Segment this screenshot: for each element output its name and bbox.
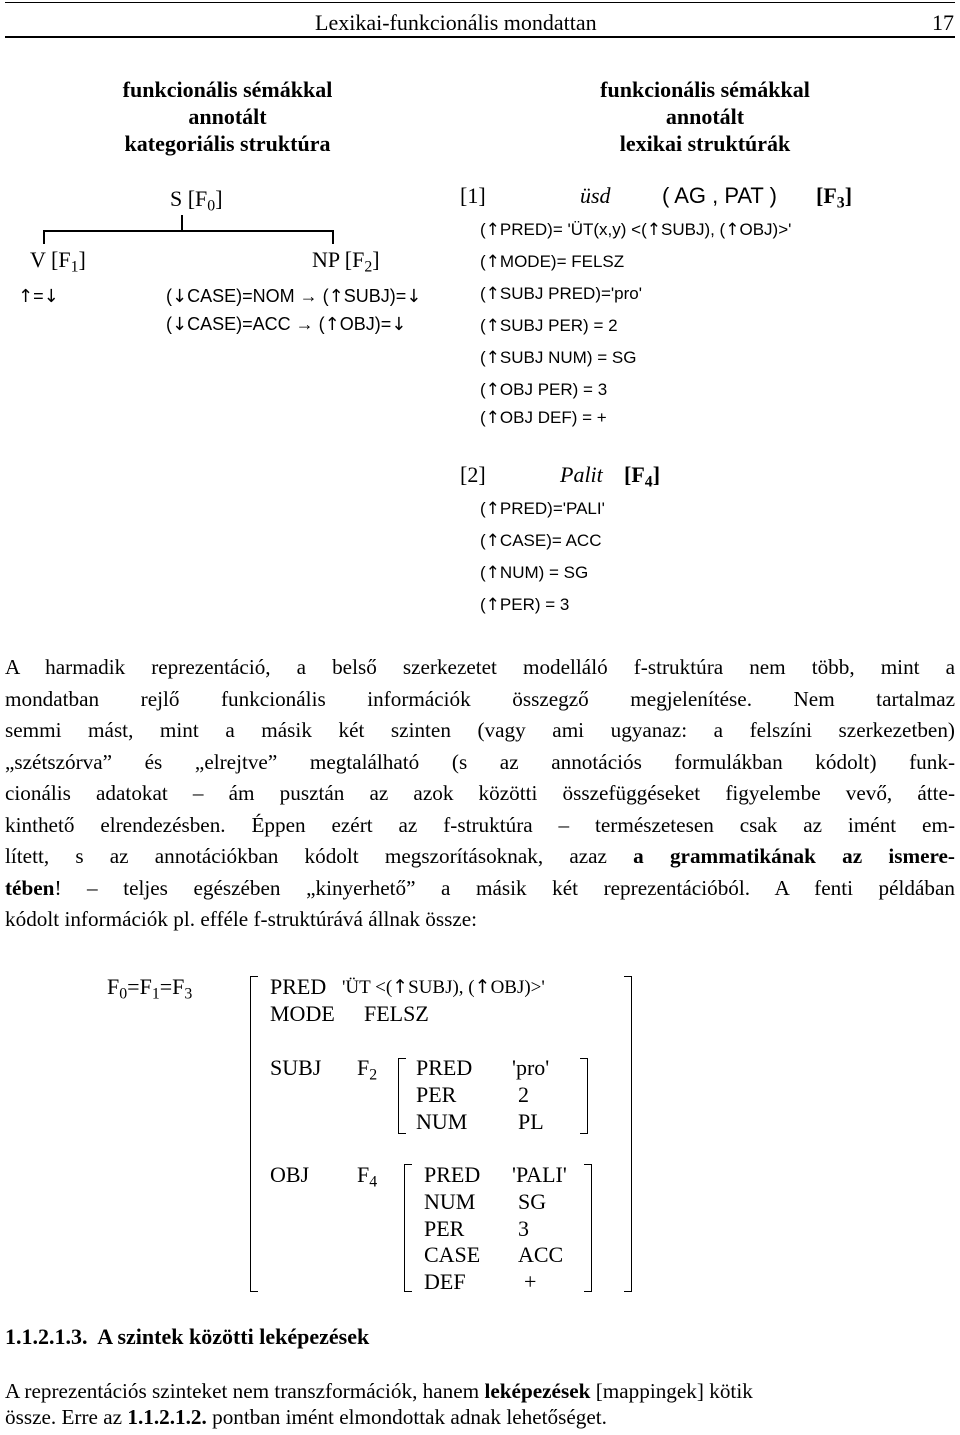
np-annotation-line-1: (↓CASE)=NOM → (↑SUBJ)=↓ xyxy=(166,286,422,307)
up-arrow-icon: ↑ xyxy=(328,286,344,307)
lex1-tag-close: ] xyxy=(844,183,853,208)
header-rule xyxy=(5,36,955,38)
paragraph-line-7-text: lített, s az annotációkban kódolt megszorításoknak, azaz xyxy=(5,844,607,868)
fstruct-outer-right-bracket xyxy=(624,976,632,1292)
fstruct-obj-f-sub: 4 xyxy=(369,1173,378,1191)
up-arrow-icon: ↑ xyxy=(485,563,500,583)
down-arrow-icon: ↓ xyxy=(391,314,407,335)
tree-v-sub: 1 xyxy=(70,258,79,276)
tree-np-close: ] xyxy=(372,247,380,272)
tree-branch-right-down xyxy=(332,230,334,244)
lex1-subj-pred: SUBJ PRED)='pro' xyxy=(499,284,642,303)
fstruct-subj-row-3-val: PL xyxy=(518,1109,544,1134)
lex1-line-2: (↑MODE)= FELSZ xyxy=(480,252,625,272)
up-arrow-icon: ↑ xyxy=(485,316,500,336)
np-annotation-case-acc: CASE)=ACC xyxy=(187,314,291,334)
left-heading-line-2: annotált xyxy=(188,104,267,129)
tree-v-close: ] xyxy=(78,247,86,272)
lex1-pred-subj: SUBJ), ( xyxy=(660,220,726,239)
fstruct-obj-row-1-attr: PRED xyxy=(424,1162,481,1187)
right-heading-line-2: annotált xyxy=(665,104,745,129)
final-line-1-b: [mappingek] kötik xyxy=(595,1379,753,1403)
v-annotation xyxy=(18,286,59,307)
fstruct-subj-row-2-attr: PER xyxy=(416,1082,457,1107)
final-line-1-a: A reprezentációs szinteket nem transzformációk, hanem xyxy=(5,1379,480,1403)
section-title: A szintek közötti leképezések xyxy=(97,1324,370,1349)
fstruct-obj-f-label: F xyxy=(357,1162,370,1187)
lex2-headline xyxy=(460,462,720,491)
tree-root-sub: 0 xyxy=(207,197,216,215)
tree-root-label: S [F xyxy=(170,186,208,211)
np-annotation-obj: OBJ)= xyxy=(339,314,392,334)
right-heading-line-3: lexikai struktúrák xyxy=(619,131,791,156)
fstruct-obj-row-5-val: + xyxy=(524,1269,537,1294)
tree-root-node xyxy=(170,186,223,215)
lex1-mode: MODE)= FELSZ xyxy=(499,252,625,271)
paragraph-line-1: A harmadik reprezentáció, a belső szerkezetet modelláló f-struktúra nem több, mint a xyxy=(5,655,955,679)
lex1-subj-per: SUBJ PER) = 2 xyxy=(499,316,618,335)
section-number: 1.1.2.1.3. xyxy=(5,1324,88,1349)
fstruct-label-sub-2: 3 xyxy=(184,985,193,1003)
right-heading-line-1: funkcionális sémákkal xyxy=(600,77,810,102)
lex1-line-7: (↑OBJ DEF) = + xyxy=(480,408,607,428)
tree-branch-horizontal xyxy=(43,230,333,232)
fstruct-label: $F_0=F_1=F_3$ xyxy=(107,974,193,1003)
lex2-num: NUM) = SG xyxy=(499,563,589,582)
lex1-subj-num: SUBJ NUM) = SG xyxy=(499,348,637,367)
fstruct-subj-f-label: F xyxy=(357,1055,370,1080)
up-arrow-icon: ↑ xyxy=(485,252,500,272)
implies-arrow-icon: → xyxy=(295,314,314,334)
down-arrow-icon: ↓ xyxy=(172,314,188,335)
lex1-index: [1] xyxy=(460,183,486,208)
up-arrow-icon: ↑ xyxy=(485,348,500,368)
fstruct-subj-row-3-attr: NUM xyxy=(416,1109,468,1134)
lex2-tag-f: [F xyxy=(624,462,645,487)
fstruct-pred-val-b: SUBJ), ( xyxy=(408,977,475,998)
lex1-line-6: (↑OBJ PER) = 3 xyxy=(480,380,608,400)
fstruct-obj-attr: OBJ xyxy=(270,1162,310,1187)
fstruct-obj-row-4-val: ACC xyxy=(518,1242,564,1267)
paragraph-line-8-text: ! – teljes egészében „kinyerhető” a másik két reprezentációból. A fenti példában xyxy=(54,875,955,900)
tree-branch-left-down xyxy=(43,230,45,244)
tree-root-close: ] xyxy=(215,186,223,211)
header-rule-top xyxy=(5,2,955,3)
fstruct-subj-row-1-attr: PRED xyxy=(416,1055,473,1080)
tree-v-label: V [F xyxy=(30,247,71,272)
fstruct-obj-row-4-attr: CASE xyxy=(424,1242,481,1267)
final-paragraph-line-1 xyxy=(5,1379,753,1404)
right-column-heading xyxy=(555,76,855,157)
fstruct-subj-row-1-val: 'pro' xyxy=(512,1055,550,1080)
fstruct-pred-value xyxy=(342,976,545,999)
lex2-index: [2] xyxy=(460,462,486,487)
up-arrow-icon: ↑ xyxy=(725,220,740,240)
up-arrow-icon: ↑ xyxy=(474,976,491,998)
paragraph-line-8 xyxy=(5,873,955,905)
up-arrow-icon: ↑ xyxy=(18,286,34,307)
fstruct-mode-attr: MODE xyxy=(270,1001,335,1026)
lex1-headline xyxy=(460,183,890,212)
tree-np-sub: 2 xyxy=(364,258,373,276)
lex1-obj-per: OBJ PER) = 3 xyxy=(499,380,608,399)
lex2-tag xyxy=(624,462,661,491)
np-annotation-case-nom: CASE)=NOM xyxy=(187,286,295,306)
lex2-word: Palit xyxy=(560,462,603,487)
fstruct-pred-val-a: 'ÜT <( xyxy=(342,977,393,998)
fstruct-subj-f-sub: 2 xyxy=(369,1066,378,1084)
np-annotation-line-2: (↓CASE)=ACC → (↑OBJ)=↓ xyxy=(166,314,407,335)
left-heading-line-1: funkcionális sémákkal xyxy=(122,77,333,102)
fstruct-label-f0: F xyxy=(107,974,120,999)
fstruct-label-sub-1: 1 xyxy=(151,985,160,1003)
implies-arrow-icon: → xyxy=(299,286,318,306)
np-annotation-subj: SUBJ)= xyxy=(343,286,407,306)
tree-branch-vertical xyxy=(181,215,183,231)
down-arrow-icon: ↓ xyxy=(172,286,188,307)
up-arrow-icon: ↑ xyxy=(485,595,500,615)
fstruct-subj-left-bracket xyxy=(398,1058,406,1134)
lex2-line-2: (↑CASE)= ACC xyxy=(480,531,602,551)
lex2-tag-sub: 4 xyxy=(644,473,653,491)
body-paragraph xyxy=(5,652,955,936)
tree-np-label: NP [F xyxy=(312,247,365,272)
lex1-line-5: (↑SUBJ NUM) = SG xyxy=(480,348,637,368)
fstruct-label-sub-0: 0 xyxy=(119,985,128,1003)
fstruct-pred-attr: PRED xyxy=(270,974,327,999)
fstruct-obj-right-bracket xyxy=(584,1164,592,1292)
lex2-per: PER) = 3 xyxy=(499,595,570,614)
fstruct-obj-row-2-val: SG xyxy=(518,1189,547,1214)
fstruct-obj-row-1-val: 'PALI' xyxy=(512,1162,567,1187)
fstruct-obj-row-2-attr: NUM xyxy=(424,1189,476,1214)
fstruct-obj-left-bracket xyxy=(404,1164,412,1292)
fstruct-subj-right-bracket xyxy=(580,1058,588,1134)
paragraph-bold-phrase: a grammatikának az ismere- xyxy=(633,844,955,868)
lex1-word: üsd xyxy=(580,183,611,208)
fstruct-pred-val-c: OBJ)>' xyxy=(490,977,545,998)
paragraph-bold-tail: tében xyxy=(5,875,55,900)
page-number: 17 xyxy=(932,10,954,35)
left-heading-line-3: kategoriális struktúra xyxy=(124,131,331,156)
v-annotation-eq: = xyxy=(33,286,44,306)
tree-v-node xyxy=(30,247,86,276)
paragraph-line-2: mondatban rejlő funkcionális információk összegző megjelenítése. Nem tartalmaz xyxy=(5,686,955,711)
paragraph-line-5: cionális adatokat – ám pusztán az azok közötti összefüggéseket figyelembe vevő, átte- xyxy=(5,781,955,805)
lex1-pred-obj: OBJ)>' xyxy=(739,220,792,239)
up-arrow-icon: ↑ xyxy=(485,220,500,240)
left-column-heading xyxy=(80,76,375,157)
lex1-line-1: (↑PRED)= 'ÜT(x,y) <(↑SUBJ), (↑OBJ)>' xyxy=(480,220,792,240)
lex2-tag-close: ] xyxy=(652,462,661,487)
lex2-line-4: (↑PER) = 3 xyxy=(480,595,570,615)
up-arrow-icon: ↑ xyxy=(485,531,500,551)
lex2-pred: PRED)='PALI' xyxy=(499,499,605,518)
lex1-args: ( AG , PAT ) xyxy=(662,183,777,208)
final-line-2-b: pontban imént elmondottak adnak lehetőséget. xyxy=(212,1405,607,1429)
fstruct-outer-left-bracket xyxy=(250,976,258,1292)
down-arrow-icon: ↓ xyxy=(43,286,59,307)
final-line-1-bold: leképezések xyxy=(484,1379,591,1403)
up-arrow-icon: ↑ xyxy=(485,499,500,519)
fstruct-mode-value: FELSZ xyxy=(364,1001,429,1026)
paragraph-line-6: kinthető elrendezésben. Éppen ezért az f-struktúra – természetesen csak az imént em- xyxy=(5,812,955,837)
lex1-line-3: (↑SUBJ PRED)='pro' xyxy=(480,284,642,304)
lex1-tag-sub: 3 xyxy=(836,194,845,212)
final-line-2-a: össze. Erre az xyxy=(5,1405,123,1429)
lex1-obj-def: OBJ DEF) = + xyxy=(499,408,607,427)
paragraph-line-3: semmi mást, mint a másik két szinten (vagy ami ugyanaz: a felszíni szerkezetben) xyxy=(5,718,955,742)
lex2-line-1: (↑PRED)='PALI' xyxy=(480,499,605,519)
up-arrow-icon: ↑ xyxy=(485,408,500,428)
up-arrow-icon: ↑ xyxy=(485,284,500,304)
lex2-line-3: (↑NUM) = SG xyxy=(480,563,589,583)
tree-np-node xyxy=(312,247,380,276)
up-arrow-icon: ↑ xyxy=(324,314,340,335)
fstruct-subj-attr: SUBJ xyxy=(270,1055,322,1080)
up-arrow-icon: ↑ xyxy=(392,976,409,998)
fstruct-obj-f xyxy=(357,1162,378,1191)
fstruct-subj-row-2-val: 2 xyxy=(518,1082,529,1107)
fstruct-obj-row-3-attr: PER xyxy=(424,1216,465,1241)
lex2-case: CASE)= ACC xyxy=(499,531,602,550)
fstruct-obj-row-5-attr: DEF xyxy=(424,1269,466,1294)
lex1-pred: PRED)= 'ÜT(x,y) <( xyxy=(499,220,647,239)
paragraph-line-7 xyxy=(5,841,955,873)
fstruct-subj-f xyxy=(357,1055,378,1084)
up-arrow-icon: ↑ xyxy=(485,380,500,400)
running-header-title: Lexikai-funkcionális mondattan xyxy=(315,10,597,35)
lex1-tag xyxy=(816,183,853,212)
section-heading xyxy=(5,1324,369,1350)
down-arrow-icon: ↓ xyxy=(406,286,422,307)
up-arrow-icon: ↑ xyxy=(646,220,661,240)
fstruct-obj-row-3-val: 3 xyxy=(518,1216,529,1241)
paragraph-line-4: „szétszórva” és „elrejtve” megtalálható (s az annotációs formulákban kódolt) funk- xyxy=(5,749,955,774)
lex1-line-4: (↑SUBJ PER) = 2 xyxy=(480,316,618,336)
paragraph-line-9: kódolt információk pl. efféle f-struktúrává állnak össze: xyxy=(5,907,478,931)
final-line-2-bold: 1.1.2.1.2. xyxy=(127,1405,207,1429)
lex1-tag-f: [F xyxy=(816,183,837,208)
final-paragraph-line-2 xyxy=(5,1405,607,1430)
